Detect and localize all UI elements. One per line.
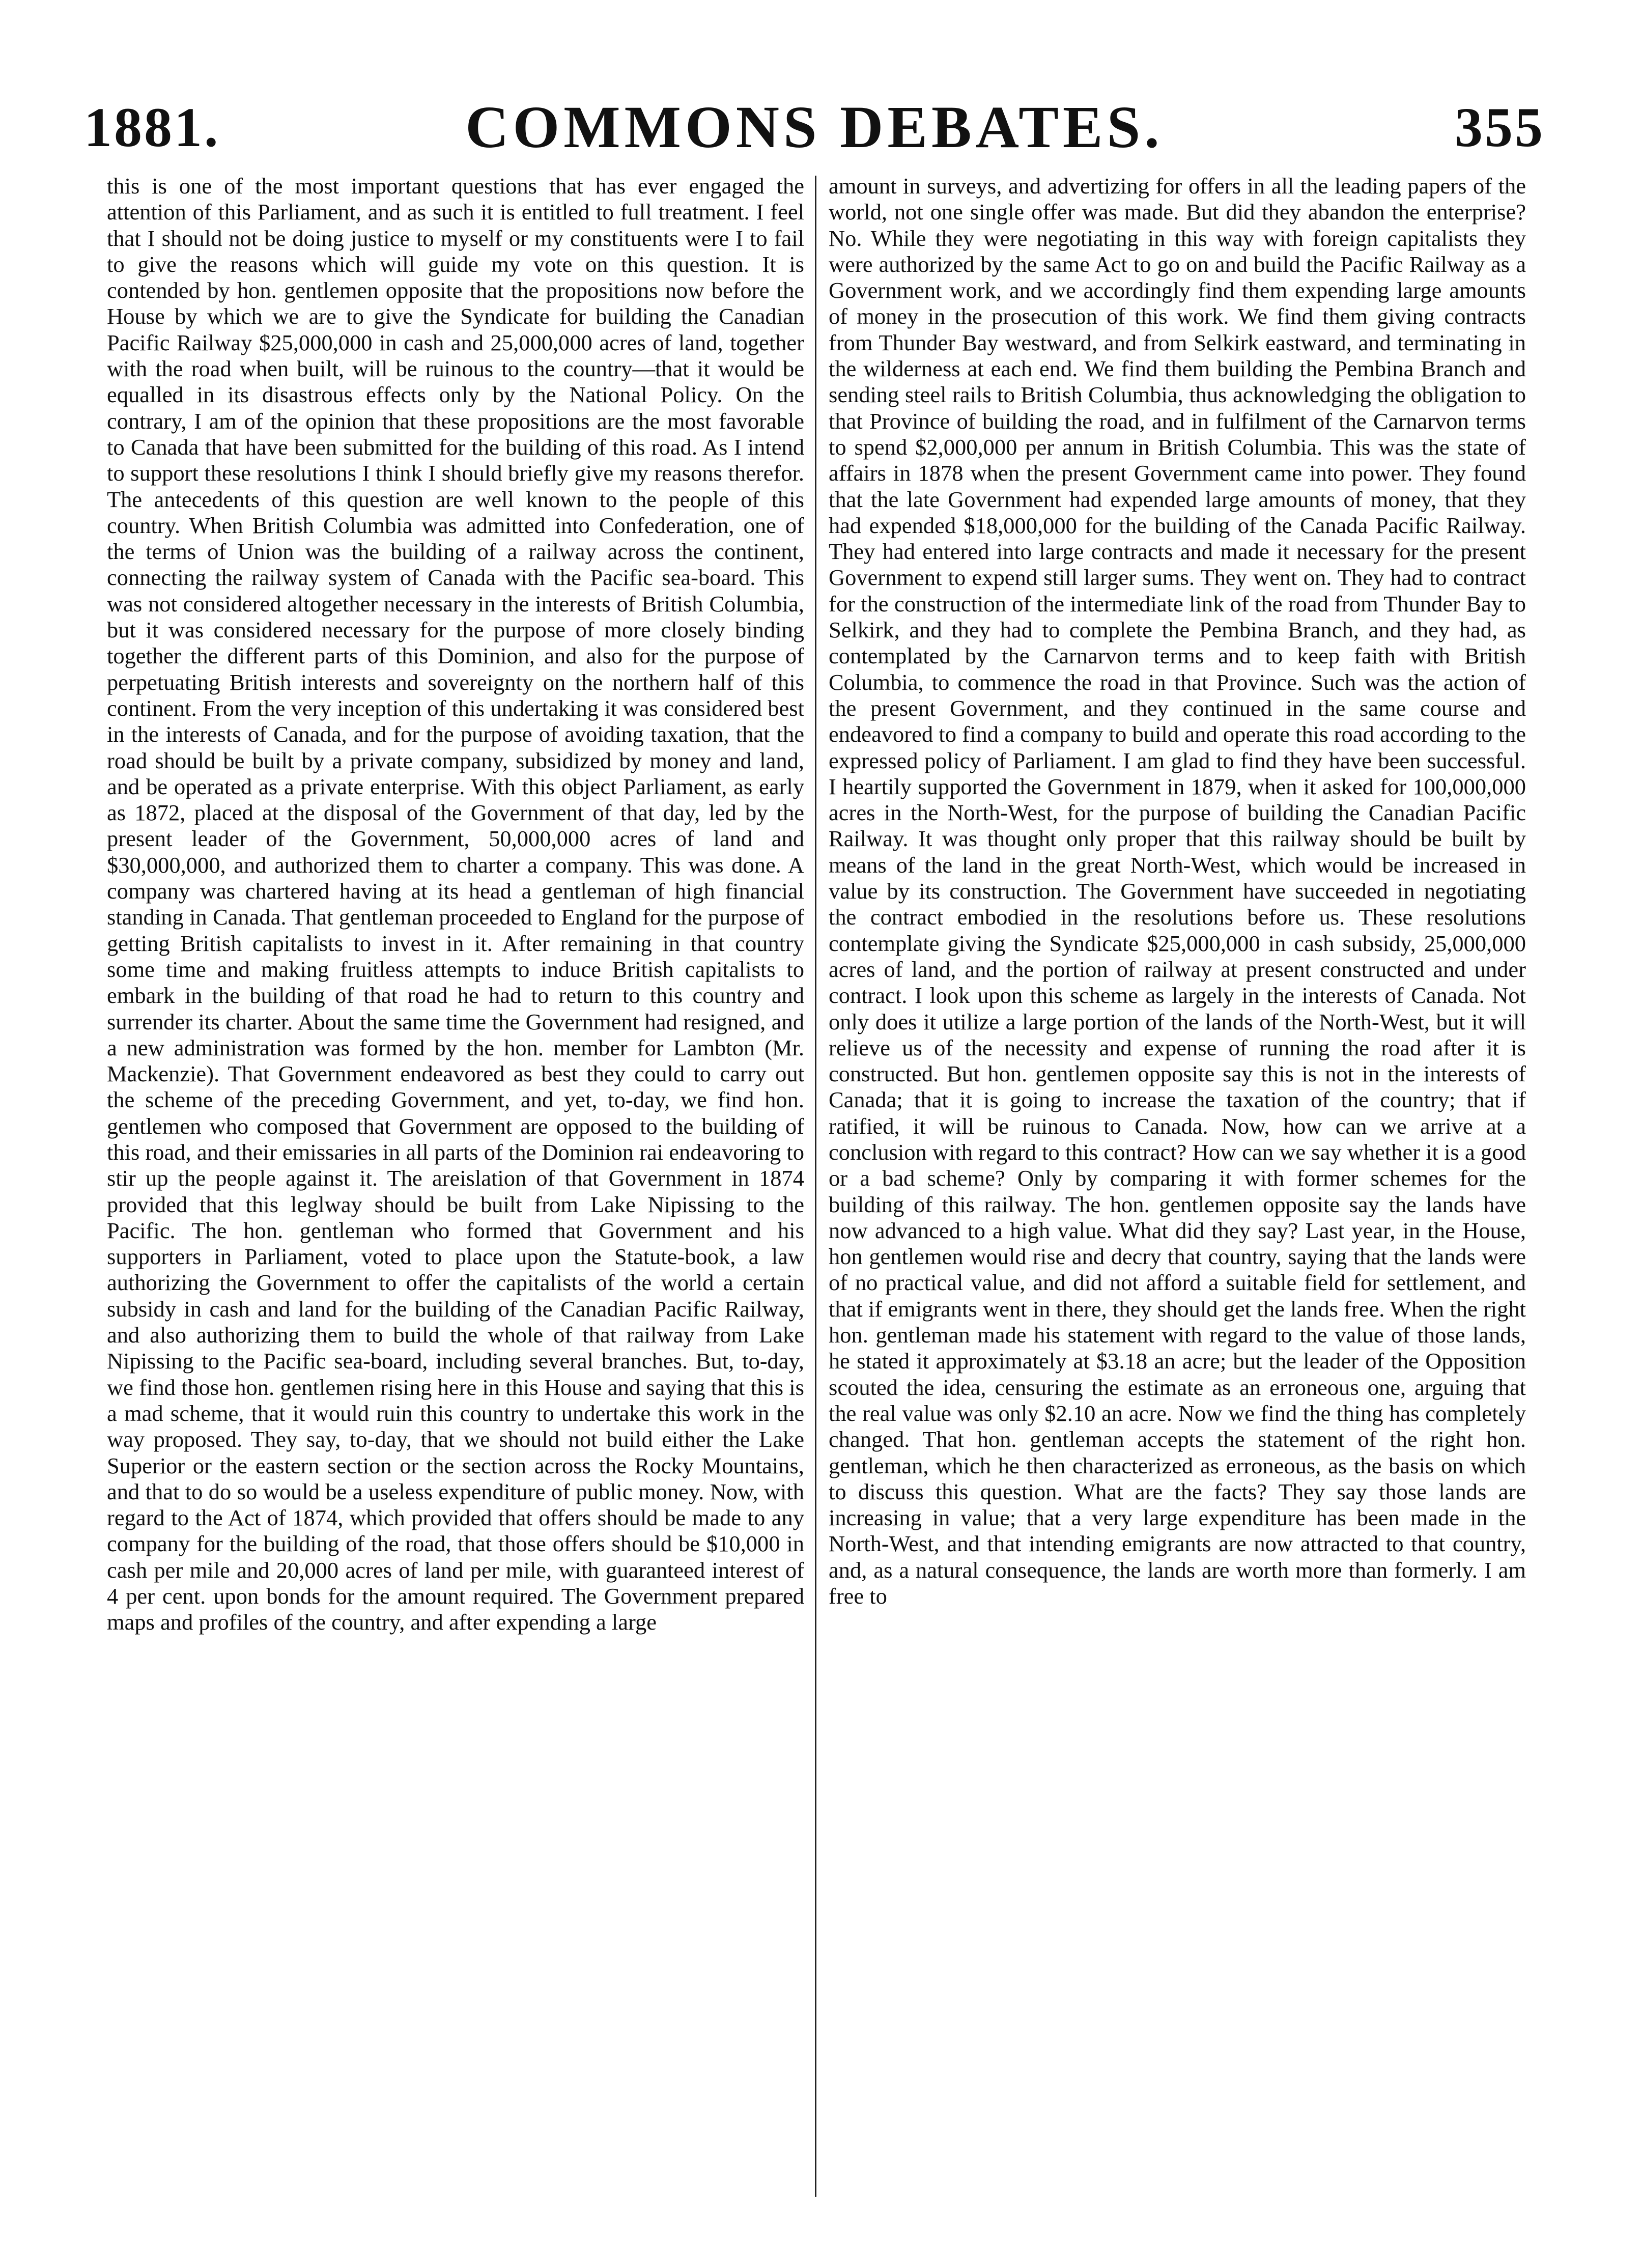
header-year: 1881. [84,96,220,158]
left-column-text: this is one of the most important questions that has ever engaged the attention of this Parliament, and as such it is entitled to full treatment. I feel that I should not be doing justice to myself or my constituents were I to fail to give the reasons which will guide my vote on this question. It is contended by hon. gentlemen opposite that the propositions now before the House by which we are to give the Syndicate for building the Canadian Pacific Railway $25,000,000 in cash and 25,000,000 acres of land, together with the road when built, will be ruinous to the country—that it would be equalled in its disastrous effects only by the National Policy. On the contrary, I am of the opinion that these propositions are the most favorable to Canada that have been submitted for the building of this road. As I intend to support these resolutions I think I should briefly give my reasons therefor. The antecedents of this question are well known to the people of this country. When British Columbia was admitted into Confederation, one of the terms of Union was the building of a railway across the continent, connecting the railway system of Canada with the Pacific sea-board. This was not considered altogether necessary in the interests of British Columbia, but it was considered necessary for the purpose of more closely binding together the different parts of this Dominion, and also for the purpose of perpetuating British interests and sovereignty on the northern half of this continent. From the very inception of this undertaking it was considered best in the interests of Canada, and for the purpose of avoiding taxation, that the road should be built by a private company, subsidized by money and land, and be operated as a private enterprise. With this object Parliament, as early as 1872, placed at the disposal of the Government of that day, led by the present leader of the Government, 50,000,000 acres of land and $30,000,000, and authorized them to charter a company. This was done. A company was chartered having at its head a gentleman of high financial standing in Canada. That gentleman proceeded to England for the purpose of getting British capitalists to invest in it. After remaining in that country some time and making fruitless attempts to induce British capitalists to embark in the building of that road he had to return to this country and surrender its charter. About the same time the Government had resigned, and a new administration was formed by the hon. member for Lambton (Mr. Mackenzie). That Government endeavored as best they could to carry out the scheme of the preceding Government, and yet, to-day, we find hon. gentlemen who composed that Government are opposed to the building of this road, and their emissaries in all parts of the Dominion rai endeavoring to stir up the people against it. The areislation of that Government in 1874 provided that this leglway should be built from Lake Nipissing to the Pacific. The hon. gentleman who formed that Government and his supporters in Parliament, voted to place upon the Statute-book, a law authorizing the Government to offer the capitalists of the world a certain subsidy in cash and land for the building of the Canadian Pacific Railway, and also authorizing them to build the whole of that railway from Lake Nipissing to the Pacific sea-board, including several branches. But, to-day, we find those hon. gentlemen rising here in this House and saying that this is a mad scheme, that it would ruin this country to undertake this work in the way proposed. They say, to-day, that we should not build either the Lake Superior or the eastern section or the section across the Rocky Mountains, and that to do so would be a useless expenditure of public money. Now, with regard to the Act of 1874, which provided that offers should be made to any company for the building of the road, that those offers should be $10,000 in cash per mile and 20,000 acres of land per mile, with guaranteed interest of 4 per cent. upon bonds for the amount required. The Government prepared maps and profiles of the country, and after expending a large [107,173,804,1635]
page-header [84,76,1545,163]
header-title: COMMONS DEBATES. [465,94,1164,160]
column-divider [815,176,816,2197]
left-column [107,173,804,2184]
right-column [829,173,1526,2184]
right-column-text: amount in surveys, and advertizing for offers in all the leading papers of the world, not one single offer was made. But did they abandon the enterprise? No. While they were negotiating in this way with foreign capitalists they were authorized by the same Act to go on and build the Pacific Railway as a Government work, and we accordingly find them expending large amounts of money in the prosecution of this work. We find them giving contracts from Thunder Bay westward, and from Selkirk eastward, and terminating in the wilderness at each end. We find them building the Pembina Branch and sending steel rails to British Columbia, thus acknowledging the obligation to that Province of building the road, and in fulfilment of the Carnarvon terms to spend $2,000,000 per annum in British Columbia. This was the state of affairs in 1878 when the present Government came into power. They found that the late Government had expended large amounts of money, that they had expended $18,000,000 for the building of the Canada Pacific Railway. They had entered into large contracts and made it necessary for the present Government to expend still larger sums. They went on. They had to contract for the construction of the intermediate link of the road from Thunder Bay to Selkirk, and they had to complete the Pembina Branch, and they had, as contemplated by the Carnarvon terms and to keep faith with British Columbia, to commence the road in that Province. Such was the action of the present Government, and they continued in the same course and endeavored to find a company to build and operate this road according to the expressed policy of Parliament. I am glad to find they have been successful. I heartily supported the Government in 1879, when it asked for 100,000,000 acres in the North-West, for the purpose of building the Canadian Pacific Railway. It was thought only proper that this railway should be built by means of the land in the great North-West, which would be increased in value by its construction. The Government have succeeded in negotiating the contract embodied in the resolutions before us. These resolutions contemplate giving the Syndicate $25,000,000 in cash subsidy, 25,000,000 acres of land, and the portion of railway at present constructed and under contract. I look upon this scheme as largely in the interests of Canada. Not only does it utilize a large portion of the lands of the North-West, but it will relieve us of the necessity and expense of running the road after it is constructed. But hon. gentlemen opposite say this is not in the interests of Canada; that it is going to increase the taxation of the country; that if ratified, it will be ruinous to Canada. Now, how can we arrive at a conclusion with regard to this contract? How can we say whether it is a good or a bad scheme? Only by comparing it with former schemes for the building of this railway. The hon. gentlemen opposite say the lands have now advanced to a high value. What did they say? Last year, in the House, hon gentlemen would rise and decry that country, saying that the lands were of no practical value, and did not afford a suitable field for settlement, and that if emigrants went in there, they should get the lands free. When the right hon. gentleman made his statement with regard to the value of those lands, he stated it approximately at $3.18 an acre; but the leader of the Opposition scouted the idea, censuring the estimate as an erroneous one, arguing that the real value was only $2.10 an acre. Now we find the thing has completely changed. That hon. gentleman accepts the statement of the right hon. gentleman, which he then characterized as erroneous, as the basis on which to discuss this question. What are the facts? They say those lands are increasing in value; that a very large expenditure has been made in the North-West, and that intending emigrants are now attracted to that country, and, as a natural consequence, the lands are worth more than formerly. I am free to [829,173,1526,1609]
header-page-number: 355 [1455,96,1545,158]
